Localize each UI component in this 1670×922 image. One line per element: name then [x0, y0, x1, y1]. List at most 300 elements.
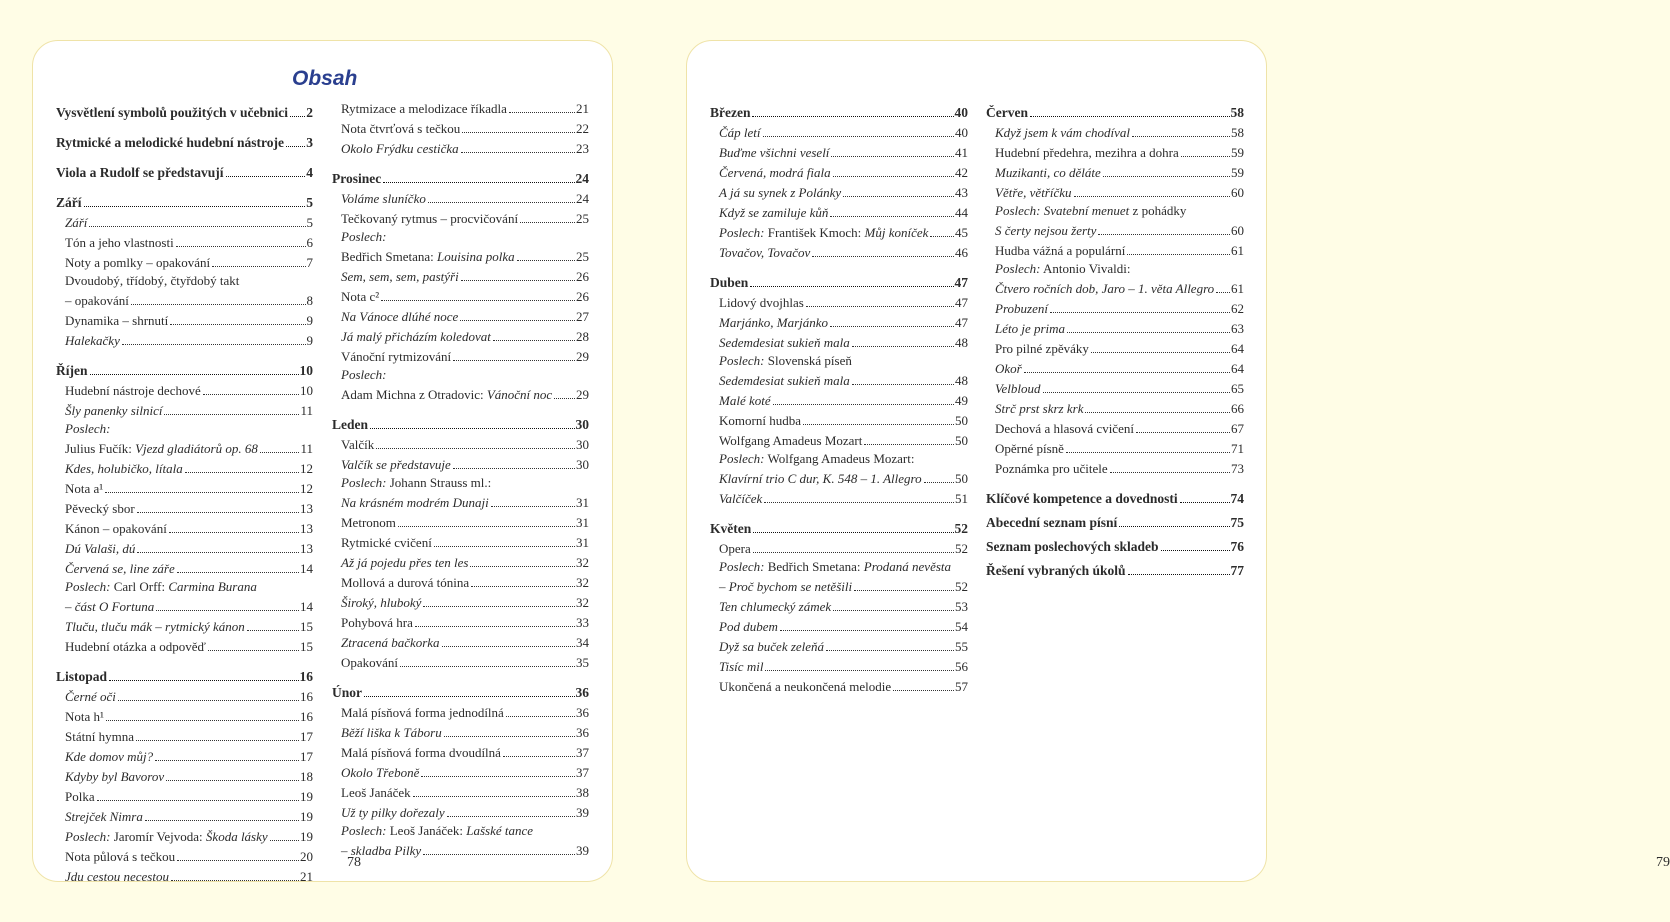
toc-entry[interactable] [710, 330, 968, 350]
entry-page-number: 60 [1231, 223, 1244, 238]
toc-entry[interactable] [986, 296, 1244, 316]
toc-entry[interactable] [710, 140, 968, 160]
entry-title [719, 492, 762, 506]
entry-page-number: 10 [299, 363, 313, 378]
toc-section-heading[interactable] [56, 354, 313, 378]
dot-leader [852, 346, 954, 347]
toc-entry[interactable] [710, 388, 968, 408]
entry-prefix: Poslech: [995, 261, 1041, 276]
toc-section-heading[interactable] [56, 660, 313, 684]
dot-leader [122, 344, 306, 345]
entry-page-number: 3 [306, 135, 313, 150]
dot-leader [462, 132, 575, 133]
entry-text: Malá písňová forma jednodílná [341, 705, 504, 720]
dot-leader [290, 116, 305, 117]
toc-entry[interactable] [710, 486, 968, 506]
entry-page-number: 13 [300, 541, 313, 556]
toc-section-heading[interactable] [56, 96, 313, 120]
toc-entry[interactable] [332, 510, 589, 530]
toc-entry[interactable] [56, 536, 313, 556]
entry-title [65, 502, 135, 516]
entry-text: – část O Fortuna [65, 599, 155, 614]
entry-title [341, 330, 491, 344]
entry-text: Vánoční rytmizování [341, 349, 452, 364]
entry-page-number: 12 [300, 461, 313, 476]
toc-entry[interactable] [710, 536, 968, 556]
entry-title [995, 244, 1125, 258]
page-title: Obsah [292, 67, 358, 90]
toc-entry[interactable] [710, 594, 968, 614]
toc-section-heading[interactable] [710, 96, 968, 120]
entry-text: Pod dubem [719, 619, 778, 634]
entry-page-number: 64 [1231, 361, 1244, 376]
entry-page-number: 62 [1231, 301, 1244, 316]
dot-leader [764, 502, 954, 503]
toc-entry[interactable] [56, 594, 313, 614]
entry-page-number: 2 [306, 105, 313, 120]
entry-title [65, 274, 239, 288]
toc-entry[interactable] [56, 210, 313, 230]
entry-title [719, 640, 824, 654]
toc-entry[interactable] [332, 630, 589, 650]
toc-entry[interactable] [986, 218, 1244, 238]
toc-entry[interactable] [986, 180, 1244, 200]
entry-title [995, 224, 1096, 238]
entry-text: Poslech: [341, 229, 387, 244]
entry-text: Leoš Janáček: [386, 823, 467, 838]
entry-title [719, 580, 852, 594]
toc-entry[interactable] [332, 610, 589, 630]
entry-text: Jdu cestou necestou [65, 869, 169, 884]
entry-page-number: 16 [299, 669, 313, 684]
toc-column-3 [710, 96, 968, 694]
entry-title [719, 542, 751, 556]
toc-entry [710, 350, 968, 368]
entry-title [65, 850, 175, 864]
entry-prefix: Poslech: [65, 829, 111, 844]
toc-section-heading[interactable] [986, 482, 1244, 506]
toc-entry[interactable] [986, 376, 1244, 396]
entry-page-number: 76 [1230, 539, 1244, 554]
toc-entry[interactable] [986, 416, 1244, 436]
dot-leader [1216, 292, 1230, 293]
toc-entry[interactable] [56, 844, 313, 864]
toc-entry[interactable] [56, 378, 313, 398]
entry-text: Opera [719, 541, 751, 556]
entry-title [341, 250, 515, 264]
toc-entry[interactable] [710, 180, 968, 200]
entry-page-number: 47 [954, 275, 968, 290]
toc-entry[interactable] [332, 136, 589, 156]
toc-entry[interactable] [56, 516, 313, 536]
entry-text: Johann Strauss ml.: [386, 475, 492, 490]
dot-leader [413, 796, 575, 797]
entry-page-number: 48 [955, 335, 968, 350]
dot-leader [460, 320, 575, 321]
dot-leader [155, 760, 299, 761]
toc-entry[interactable] [56, 250, 313, 270]
toc-entry[interactable] [56, 784, 313, 804]
toc-entry[interactable] [332, 382, 589, 402]
entry-page-number: 31 [576, 495, 589, 510]
entry-text: Rytmické a melodické hudební nástroje [56, 135, 285, 150]
entry-title [65, 640, 206, 654]
entry-page-number: 18 [300, 769, 313, 784]
entry-text: Lidový dvojhlas [719, 295, 804, 310]
entry-page-number: 57 [955, 679, 968, 694]
toc-entry[interactable] [56, 744, 313, 764]
toc-entry[interactable] [710, 654, 968, 674]
toc-entry[interactable] [56, 824, 313, 844]
entry-title [995, 146, 1179, 160]
entry-title [65, 216, 87, 230]
dot-leader [444, 736, 575, 737]
toc-entry[interactable] [56, 308, 313, 328]
entry-title [995, 302, 1048, 316]
toc-section-heading[interactable] [986, 530, 1244, 554]
dot-leader [208, 650, 299, 651]
toc-entry[interactable] [56, 634, 313, 654]
entry-page-number: 19 [300, 789, 313, 804]
entry-text: Červená se, line záře [65, 561, 175, 576]
toc-entry[interactable] [56, 704, 313, 724]
entry-page-number: 30 [576, 457, 589, 472]
entry-title [341, 102, 507, 116]
toc-section-heading[interactable] [56, 156, 313, 180]
entry-page-number: 39 [576, 843, 589, 858]
entry-text: Ukončená a neukončená melodie [719, 679, 892, 694]
entry-text: Polka [65, 789, 95, 804]
entry-text: Okolo Třeboně [341, 765, 420, 780]
entry-page-number: 14 [300, 561, 313, 576]
entry-text: Valčík se představuje [341, 457, 451, 472]
dot-leader [118, 700, 299, 701]
entry-title [56, 364, 88, 378]
toc-entry[interactable] [332, 344, 589, 364]
toc-entry[interactable] [710, 368, 968, 388]
toc-entry[interactable] [332, 116, 589, 136]
entry-page-number: 21 [576, 101, 589, 116]
toc-column-2 [332, 96, 589, 858]
entry-title [65, 730, 134, 744]
toc-entry[interactable] [332, 432, 589, 452]
toc-entry[interactable] [332, 304, 589, 324]
entry-text: Leden [332, 417, 369, 432]
toc-entry[interactable] [710, 428, 968, 448]
toc-entry[interactable] [332, 800, 589, 820]
entry-text: Hudba vážná a populární [995, 243, 1126, 258]
toc-entry[interactable] [986, 140, 1244, 160]
toc-entry[interactable] [332, 452, 589, 472]
entry-page-number: 51 [955, 491, 968, 506]
entry-text: Státní hymna [65, 729, 134, 744]
toc-entry[interactable] [56, 436, 313, 456]
toc-entry [56, 418, 313, 436]
entry-prefix: Poslech: [341, 475, 387, 490]
dot-leader [854, 590, 954, 591]
toc-entry[interactable] [332, 740, 589, 760]
toc-entry[interactable] [332, 264, 589, 284]
toc-section-heading[interactable] [332, 408, 589, 432]
entry-text: Červená, modrá fiala [719, 165, 831, 180]
toc-entry[interactable] [56, 804, 313, 824]
toc-entry[interactable] [332, 550, 589, 570]
entry-page-number: 22 [576, 121, 589, 136]
entry-title [65, 790, 95, 804]
entry-title [341, 616, 413, 630]
entry-page-number: 24 [576, 191, 589, 206]
entry-page-number: 67 [1231, 421, 1244, 436]
toc-entry[interactable] [56, 556, 313, 576]
entry-page-number: 43 [955, 185, 968, 200]
entry-page-number: 66 [1231, 401, 1244, 416]
entry-text: Září [65, 215, 88, 230]
toc-entry[interactable] [986, 336, 1244, 356]
entry-text: A já su synek z Polánky [719, 185, 842, 200]
toc-entry[interactable] [332, 760, 589, 780]
toc-section-heading[interactable] [332, 676, 589, 700]
entry-title [341, 368, 386, 382]
toc-entry[interactable] [710, 310, 968, 330]
toc-entry[interactable] [986, 356, 1244, 376]
toc-entry[interactable] [710, 200, 968, 220]
dot-leader [447, 816, 575, 817]
entry-title [719, 336, 850, 350]
toc-entry[interactable] [332, 284, 589, 304]
toc-entry[interactable] [332, 244, 589, 264]
toc-entry [986, 258, 1244, 276]
toc-section-heading[interactable] [986, 554, 1244, 578]
toc-entry[interactable] [332, 186, 589, 206]
toc-entry[interactable] [56, 476, 313, 496]
entry-title [341, 726, 442, 740]
toc-entry[interactable] [56, 764, 313, 784]
entry-text: Pohybová hra [341, 615, 413, 630]
entry-text: Noty a pomlky – opakování [65, 255, 211, 270]
entry-page-number: 9 [306, 313, 313, 328]
dot-leader [493, 340, 575, 341]
entry-text: Okolo Frýdku cestička [341, 141, 459, 156]
entry-text: Wolfgang Amadeus Mozart [719, 433, 863, 448]
entry-prefix: Poslech: [995, 203, 1041, 218]
toc-entry[interactable] [56, 230, 313, 250]
toc-section-heading[interactable] [56, 186, 313, 210]
toc-entry[interactable] [986, 316, 1244, 336]
entry-page-number: 13 [300, 521, 313, 536]
entry-title [332, 686, 362, 700]
entry-text: Kdyby byl Bavorov [65, 769, 165, 784]
entry-page-number: 63 [1231, 321, 1244, 336]
toc-entry[interactable] [332, 838, 589, 858]
toc-entry[interactable] [56, 496, 313, 516]
toc-entry[interactable] [332, 324, 589, 344]
entry-text: Dú Valaši, dú [65, 541, 136, 556]
entry-page-number: 4 [306, 165, 313, 180]
toc-section-heading[interactable] [56, 126, 313, 150]
dot-leader [370, 428, 574, 429]
toc-section-heading[interactable] [986, 506, 1244, 530]
entry-text: Viola a Rudolf se představují [56, 165, 224, 180]
toc-entry[interactable] [56, 398, 313, 418]
entry-title [65, 620, 245, 634]
toc-entry[interactable] [56, 684, 313, 704]
toc-entry[interactable] [332, 780, 589, 800]
toc-entry[interactable] [56, 288, 313, 308]
entry-text: Já malý přicházím koledovat [341, 329, 491, 344]
entry-title [995, 382, 1041, 396]
entry-title [719, 296, 804, 310]
dot-leader [753, 532, 953, 533]
toc-section-heading[interactable] [332, 162, 589, 186]
entry-title [65, 256, 210, 270]
entry-text: Strč prst skrz krk [995, 401, 1084, 416]
entry-page-number: 71 [1231, 441, 1244, 456]
toc-entry[interactable] [332, 590, 589, 610]
dot-leader [106, 720, 299, 721]
entry-work-title: Carmina Burana [168, 579, 257, 594]
toc-entry[interactable] [56, 614, 313, 634]
toc-entry[interactable] [986, 396, 1244, 416]
dot-leader [383, 182, 574, 183]
entry-page-number: 44 [955, 205, 968, 220]
entry-page-number: 64 [1231, 341, 1244, 356]
entry-page-number: 8 [306, 293, 313, 308]
entry-title [341, 230, 386, 244]
entry-page-number: 52 [955, 579, 968, 594]
toc-entry[interactable] [332, 206, 589, 226]
entry-text: Adam Michna z Otradovic: [341, 387, 487, 402]
toc-section-heading[interactable] [710, 266, 968, 290]
entry-work-title: Vánoční noc [486, 387, 553, 402]
entry-title [65, 294, 129, 308]
entry-page-number: 9 [306, 333, 313, 348]
entry-text: Julius Fučík: [65, 441, 136, 456]
toc-entry[interactable] [710, 408, 968, 428]
toc-entry[interactable] [986, 276, 1244, 296]
entry-page-number: 19 [300, 829, 313, 844]
entry-text: Nota a¹ [65, 481, 104, 496]
dot-leader [491, 506, 575, 507]
entry-text: Květen [710, 521, 752, 536]
entry-title [995, 442, 1064, 456]
entry-page-number: 60 [1231, 185, 1244, 200]
entry-text: Jaromír Vejvoda: [110, 829, 206, 844]
entry-title [719, 126, 761, 140]
page-number-right: 79 [1656, 855, 1670, 870]
entry-prefix: Poslech: [719, 353, 765, 368]
toc-entry[interactable] [710, 240, 968, 260]
entry-title [65, 314, 168, 328]
toc-entry[interactable] [710, 466, 968, 486]
entry-text: Poslech: [341, 367, 387, 382]
entry-title [995, 362, 1022, 376]
toc-entry[interactable] [710, 574, 968, 594]
entry-title [995, 166, 1101, 180]
entry-title [65, 384, 201, 398]
toc-entry[interactable] [56, 328, 313, 348]
entry-text: Větře, větříčku [995, 185, 1072, 200]
toc-entry[interactable] [56, 724, 313, 744]
toc-entry [710, 556, 968, 574]
entry-text: Kde domov můj? [65, 749, 154, 764]
entry-text: Ztracená bačkorka [341, 635, 440, 650]
entry-title [719, 680, 891, 694]
toc-entry[interactable] [332, 650, 589, 670]
entry-title [341, 458, 451, 472]
entry-prefix: Poslech: [719, 225, 765, 240]
toc-entry[interactable] [710, 674, 968, 694]
toc-entry[interactable] [986, 120, 1244, 140]
dot-leader [470, 566, 575, 567]
toc-entry[interactable] [710, 290, 968, 310]
toc-entry[interactable] [56, 864, 313, 884]
dot-leader [1050, 312, 1230, 313]
entry-title [986, 492, 1178, 506]
entry-page-number: 50 [955, 413, 968, 428]
toc-entry[interactable] [986, 436, 1244, 456]
entry-title [341, 496, 489, 510]
entry-work-title: Můj koníček [864, 225, 929, 240]
entry-page-number: 61 [1231, 281, 1244, 296]
toc-entry[interactable] [332, 490, 589, 510]
toc-section-heading[interactable] [710, 512, 968, 536]
toc-section-heading[interactable] [986, 96, 1244, 120]
entry-text: Září [56, 195, 82, 210]
toc-entry[interactable] [710, 634, 968, 654]
entry-text: Valčíček [719, 491, 763, 506]
dot-leader [270, 840, 299, 841]
dot-leader [826, 650, 954, 651]
entry-title [341, 350, 451, 364]
entry-page-number: 37 [576, 765, 589, 780]
toc-entry [332, 226, 589, 244]
toc-entry[interactable] [986, 160, 1244, 180]
toc-entry[interactable] [332, 720, 589, 740]
dot-leader [1074, 196, 1230, 197]
toc-entry[interactable] [986, 456, 1244, 476]
dot-leader [185, 472, 299, 473]
entry-work-title: Škoda lásky [205, 829, 268, 844]
entry-title [986, 106, 1028, 120]
toc-entry[interactable] [56, 456, 313, 476]
entry-title [341, 636, 440, 650]
entry-title [65, 770, 164, 784]
entry-page-number: 32 [576, 555, 589, 570]
dot-leader [226, 176, 306, 177]
toc-entry[interactable] [710, 220, 968, 240]
toc-entry [332, 820, 589, 838]
dot-leader [924, 482, 954, 483]
entry-title [65, 580, 257, 594]
toc-entry[interactable] [710, 160, 968, 180]
entry-page-number: 54 [955, 619, 968, 634]
toc-entry[interactable] [332, 570, 589, 590]
dot-leader [1127, 254, 1230, 255]
toc-entry[interactable] [332, 96, 589, 116]
entry-page-number: 10 [300, 383, 313, 398]
dot-leader [893, 690, 954, 691]
toc-entry[interactable] [332, 530, 589, 550]
toc-entry[interactable] [332, 700, 589, 720]
dot-leader [1128, 574, 1230, 575]
toc-entry[interactable] [710, 614, 968, 634]
entry-text: Marjánko, Marjánko [719, 315, 829, 330]
entry-page-number: 38 [576, 785, 589, 800]
toc-entry[interactable] [710, 120, 968, 140]
toc-entry[interactable] [986, 238, 1244, 258]
entry-title [719, 186, 841, 200]
entry-title [341, 212, 518, 226]
